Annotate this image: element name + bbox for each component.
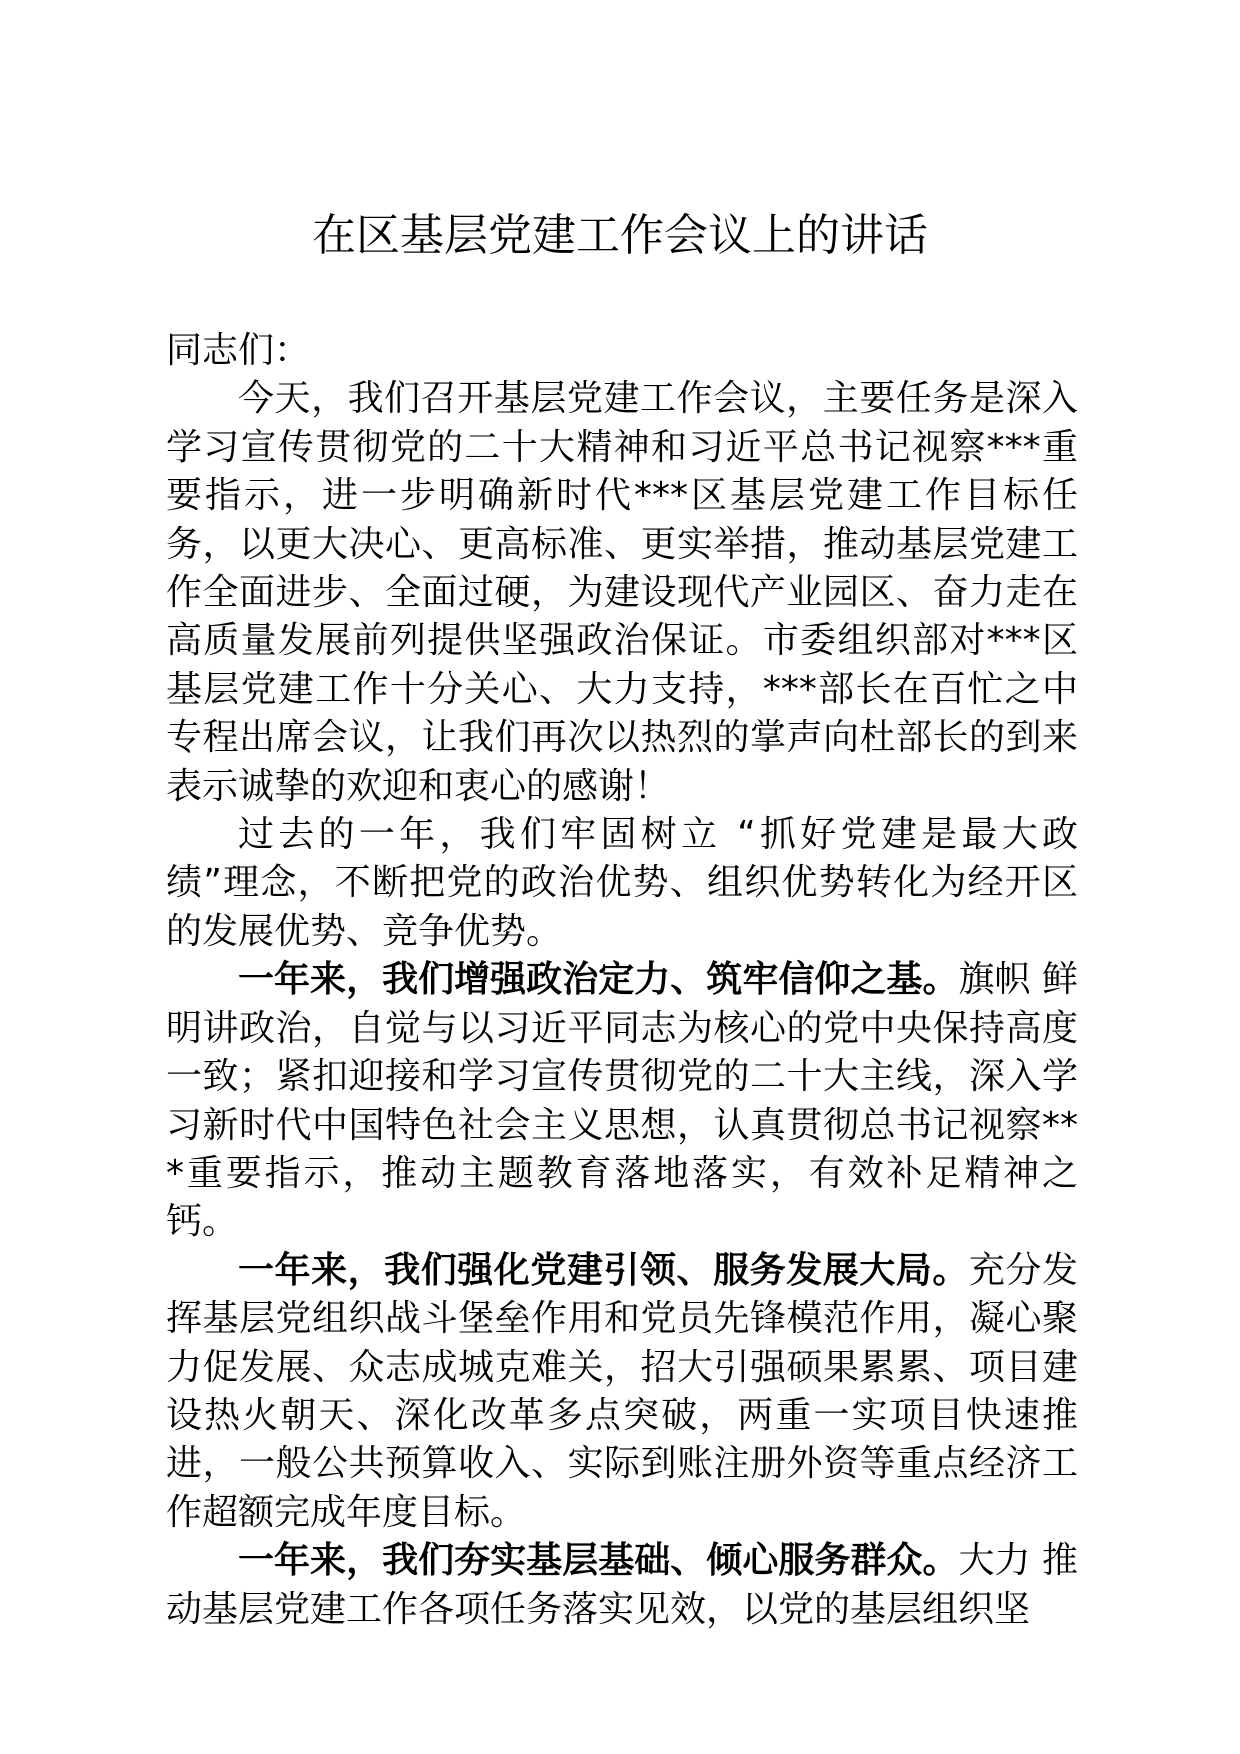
paragraph-lead: 一年来，我们增强政治定力、筑牢信仰之基。 — [238, 959, 959, 1001]
paragraph-development — [166, 1247, 1078, 1537]
paragraph-lead: 一年来，我们强化党建引领、服务发展大局。 — [238, 1249, 969, 1291]
paragraph-text: 大力 推动基层党建工作各项任务落实见效，以党的基层组织坚 — [166, 1540, 1078, 1630]
paragraph-political — [166, 956, 1078, 1246]
paragraph-text: 过去的一年，我们牢固树立 “抓好党建是最大政绩”理念，不断把党的政治优势、组织优势转化为经开区的发展优势、竞争优势。 — [166, 814, 1078, 952]
document-title: 在区基层党建工作会议上的讲话 — [312, 210, 928, 261]
paragraph-past-year — [166, 811, 1078, 956]
paragraph-text: 今天，我们召开基层党建工作会议，主要任务是深入学习宣传贯彻党的二十大精神和习近平总书记视察***重要指示，进一步明确新时代***区基层党建工作目标任务，以更大决心、更高标准、更实举措，推动基层党建工作全面进步、全面过硬，为建设现代产业园区、奋力走在高质量发展前列提供坚强政治保证。市委组织部对***区基层党建工作十分关心、大力支持，***部长在百忙之中专程出席会议，让我们再次以热烈的掌声向杜部长的到来表示诚挚的欢迎和衷心的感谢！ — [166, 378, 1078, 807]
paragraph-opening — [166, 375, 1078, 811]
salutation: 同志们： — [166, 330, 311, 371]
paragraph-text: 旗帜 鲜明讲政治，自觉与以习近平同志为核心的党中央保持高度一致；紧扣迎接和学习宣传贯彻党的二十大主线，深入学习新时代中国特色社会主义思想，认真贯彻总书记视察***重要指示，推动主题教育落地落实，有效补足精神之钙。 — [166, 959, 1078, 1243]
paragraph-grassroots — [166, 1537, 1078, 1634]
paragraph-lead: 一年来，我们夯实基层基础、倾心服务群众。 — [238, 1540, 959, 1582]
paragraph-text: 充分发挥基层党组织战斗堡垒作用和党员先锋模范作用，凝心聚力促发展、众志成城克难关，招大引强硕果累累、项目建设热火朝天、深化改革多点突破，两重一实项目快速推进，一般公共预算收入、实际到账注册外资等重点经济工作超额完成年度目标。 — [166, 1249, 1078, 1533]
document-body — [166, 327, 1078, 1634]
